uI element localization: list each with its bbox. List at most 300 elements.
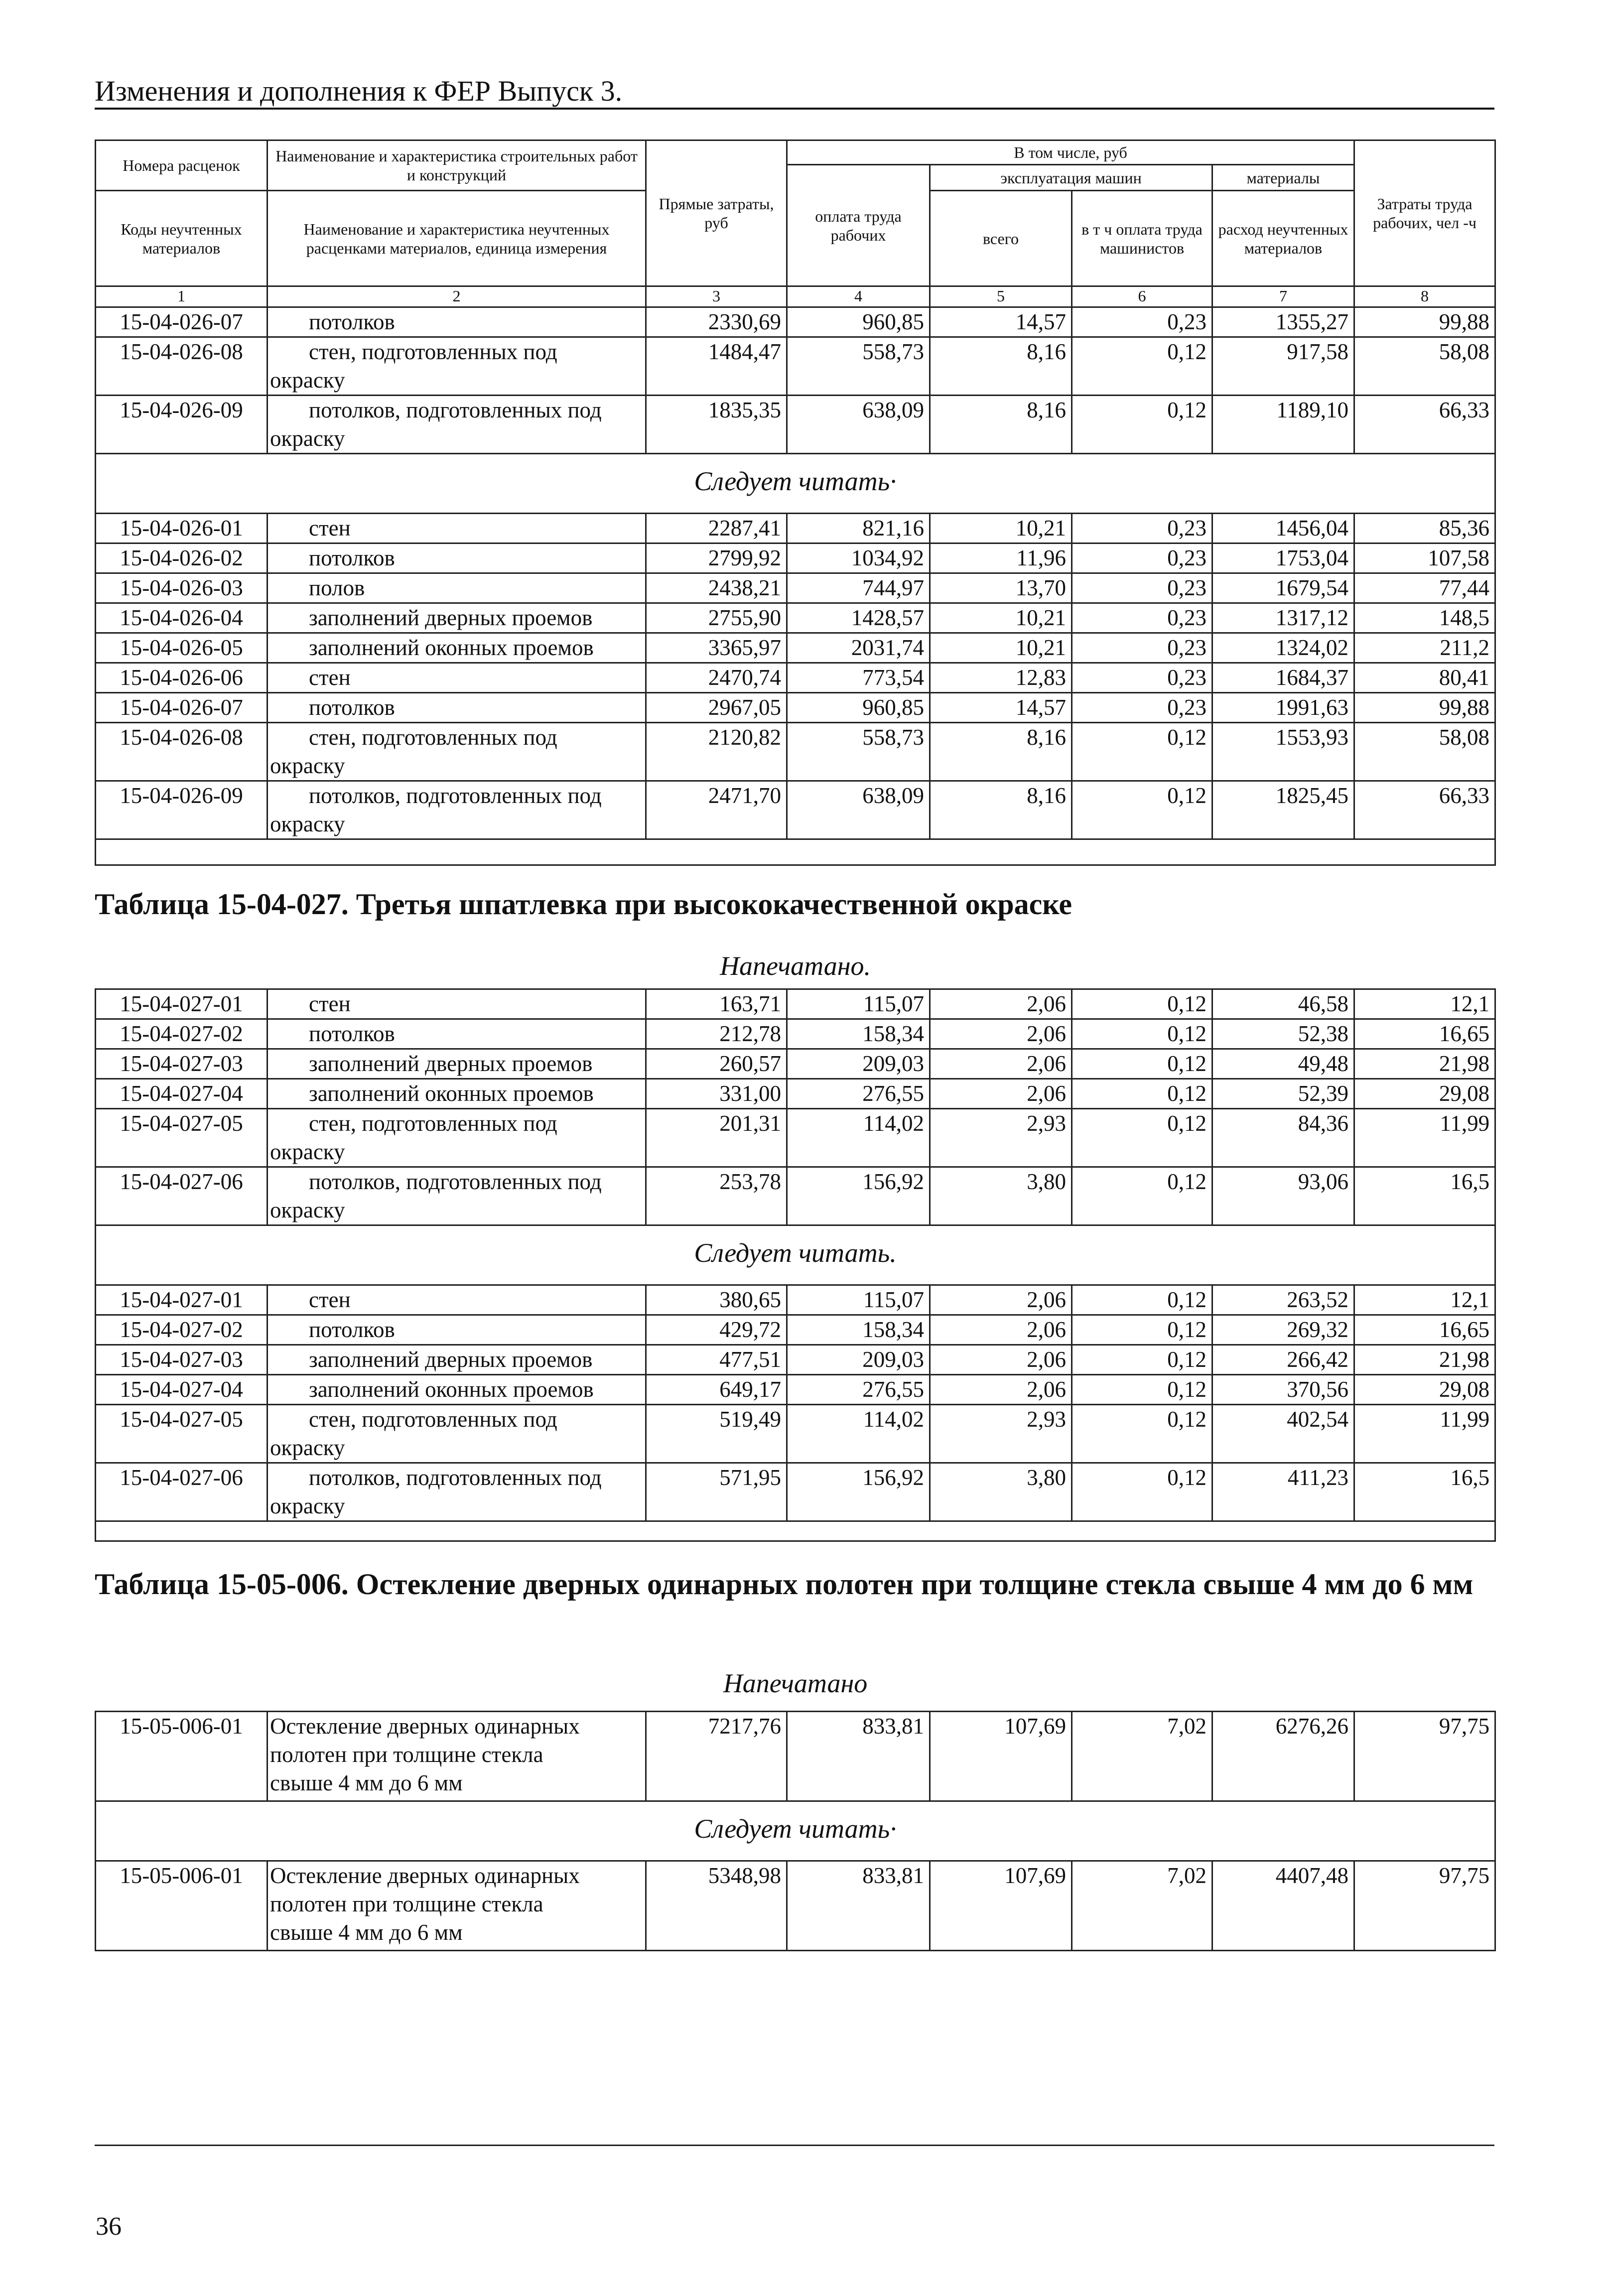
materials: 46,58 bbox=[1212, 989, 1354, 1019]
rate-code: 15-04-026-07 bbox=[96, 307, 268, 337]
rate-code: 15-04-027-05 bbox=[96, 1404, 268, 1463]
table-row bbox=[96, 989, 1495, 1019]
table-15-04-026 bbox=[95, 139, 1496, 866]
direct-cost: 2799,92 bbox=[646, 543, 787, 573]
machines-total: 10,21 bbox=[930, 514, 1072, 543]
work-name-line: стен, подготовленных под bbox=[309, 339, 557, 364]
operator-wages: 0,12 bbox=[1072, 989, 1212, 1019]
rate-code: 15-04-026-06 bbox=[96, 663, 268, 693]
note-printed: Напечатано bbox=[723, 1668, 868, 1698]
column-number: 7 bbox=[1212, 286, 1354, 307]
labor: 66,33 bbox=[1354, 396, 1495, 454]
rate-code: 15-05-006-01 bbox=[96, 1861, 268, 1950]
operator-wages: 0,12 bbox=[1072, 1463, 1212, 1521]
labor: 97,75 bbox=[1354, 1861, 1495, 1950]
header-cell-material-names: Наименование и характеристика неучтенных расценками материалов, единица измерения bbox=[268, 191, 646, 286]
operator-wages: 0,12 bbox=[1072, 1315, 1212, 1345]
header-cell-group: В том числе, руб bbox=[787, 140, 1354, 165]
machines-total: 14,57 bbox=[930, 307, 1072, 337]
direct-cost: 5348,98 bbox=[646, 1861, 787, 1950]
machines-total: 10,21 bbox=[930, 633, 1072, 663]
rate-code: 15-04-026-08 bbox=[96, 337, 268, 396]
materials: 6276,26 bbox=[1212, 1711, 1354, 1801]
work-name-line: потолков bbox=[309, 545, 395, 570]
work-name-line: Остекление дверных одинарных bbox=[270, 1713, 580, 1739]
labor: 97,75 bbox=[1354, 1711, 1495, 1801]
materials: 266,42 bbox=[1212, 1345, 1354, 1374]
work-name-line: заполнений оконных проемов bbox=[309, 635, 594, 660]
work-name bbox=[268, 1049, 646, 1079]
materials: 1679,54 bbox=[1212, 573, 1354, 603]
direct-cost: 380,65 bbox=[646, 1285, 787, 1315]
materials: 1553,93 bbox=[1212, 723, 1354, 781]
machines-total: 8,16 bbox=[930, 723, 1072, 781]
wages: 833,81 bbox=[787, 1711, 930, 1801]
work-name bbox=[268, 989, 646, 1019]
rate-code: 15-04-026-04 bbox=[96, 603, 268, 633]
direct-cost: 2120,82 bbox=[646, 723, 787, 781]
page-number: 36 bbox=[96, 2212, 122, 2241]
table-row bbox=[96, 573, 1495, 603]
labor: 77,44 bbox=[1354, 573, 1495, 603]
table-row bbox=[96, 1049, 1495, 1079]
labor: 16,65 bbox=[1354, 1019, 1495, 1049]
operator-wages: 7,02 bbox=[1072, 1861, 1212, 1950]
work-name-line: потолков, подготовленных под bbox=[309, 1465, 602, 1490]
machines-total: 2,93 bbox=[930, 1108, 1072, 1167]
operator-wages: 7,02 bbox=[1072, 1711, 1212, 1801]
direct-cost: 649,17 bbox=[646, 1374, 787, 1404]
labor: 99,88 bbox=[1354, 693, 1495, 723]
direct-cost: 519,49 bbox=[646, 1404, 787, 1463]
work-name bbox=[268, 337, 646, 396]
operator-wages: 0,12 bbox=[1072, 1285, 1212, 1315]
work-name-line: стен bbox=[309, 665, 351, 690]
wages: 558,73 bbox=[787, 337, 930, 396]
work-name bbox=[268, 1108, 646, 1167]
machines-total: 2,06 bbox=[930, 1079, 1072, 1108]
work-name-line: потолков, подготовленных под bbox=[309, 398, 602, 422]
wages: 833,81 bbox=[787, 1861, 930, 1950]
table-row bbox=[96, 1463, 1495, 1521]
table-row bbox=[96, 1315, 1495, 1345]
machines-total: 2,06 bbox=[930, 989, 1072, 1019]
rate-code: 15-04-026-02 bbox=[96, 543, 268, 573]
work-name bbox=[268, 1711, 646, 1801]
wages: 115,07 bbox=[787, 989, 930, 1019]
labor: 21,98 bbox=[1354, 1345, 1495, 1374]
materials: 93,06 bbox=[1212, 1167, 1354, 1225]
table-row bbox=[96, 781, 1495, 839]
materials: 269,32 bbox=[1212, 1315, 1354, 1345]
table-end-spacer bbox=[96, 839, 1495, 865]
work-name bbox=[268, 1285, 646, 1315]
table-row bbox=[96, 693, 1495, 723]
wages: 773,54 bbox=[787, 663, 930, 693]
table-row bbox=[96, 1345, 1495, 1374]
header-cell-direct: Прямые затраты, руб bbox=[646, 140, 787, 286]
labor: 29,08 bbox=[1354, 1079, 1495, 1108]
rate-code: 15-04-027-01 bbox=[96, 989, 268, 1019]
direct-cost: 1484,47 bbox=[646, 337, 787, 396]
direct-cost: 1835,35 bbox=[646, 396, 787, 454]
rate-code: 15-04-026-07 bbox=[96, 693, 268, 723]
operator-wages: 0,12 bbox=[1072, 1019, 1212, 1049]
header-cell-name: Наименование и характеристика строительных работ и конструкций bbox=[268, 140, 646, 191]
table-row bbox=[96, 603, 1495, 633]
machines-total: 10,21 bbox=[930, 603, 1072, 633]
direct-cost: 212,78 bbox=[646, 1019, 787, 1049]
column-number: 8 bbox=[1354, 286, 1495, 307]
rate-code: 15-04-026-08 bbox=[96, 723, 268, 781]
table-row bbox=[96, 1374, 1495, 1404]
wages: 156,92 bbox=[787, 1463, 930, 1521]
direct-cost: 253,78 bbox=[646, 1167, 787, 1225]
rate-code: 15-04-026-09 bbox=[96, 781, 268, 839]
work-name-line: полотен при толщине стекла bbox=[270, 1891, 543, 1916]
materials: 1317,12 bbox=[1212, 603, 1354, 633]
labor: 58,08 bbox=[1354, 337, 1495, 396]
operator-wages: 0,12 bbox=[1072, 1108, 1212, 1167]
operator-wages: 0,23 bbox=[1072, 307, 1212, 337]
labor: 148,5 bbox=[1354, 603, 1495, 633]
work-name bbox=[268, 1079, 646, 1108]
materials: 370,56 bbox=[1212, 1374, 1354, 1404]
materials: 917,58 bbox=[1212, 337, 1354, 396]
materials: 84,36 bbox=[1212, 1108, 1354, 1167]
work-name-line: свыше 4 мм до 6 мм bbox=[270, 1919, 463, 1945]
materials: 1324,02 bbox=[1212, 633, 1354, 663]
wages: 558,73 bbox=[787, 723, 930, 781]
wages: 744,97 bbox=[787, 573, 930, 603]
note-read-as: Следует читать. bbox=[96, 1225, 1495, 1285]
work-name bbox=[268, 1861, 646, 1950]
rate-code: 15-04-027-03 bbox=[96, 1049, 268, 1079]
direct-cost: 3365,97 bbox=[646, 633, 787, 663]
machines-total: 2,06 bbox=[930, 1345, 1072, 1374]
machines-total: 2,06 bbox=[930, 1019, 1072, 1049]
machines-total: 8,16 bbox=[930, 337, 1072, 396]
direct-cost: 429,72 bbox=[646, 1315, 787, 1345]
work-name bbox=[268, 1345, 646, 1374]
machines-total: 3,80 bbox=[930, 1167, 1072, 1225]
rate-code: 15-04-026-05 bbox=[96, 633, 268, 663]
work-name-line: окраску bbox=[270, 1139, 345, 1164]
operator-wages: 0,12 bbox=[1072, 1345, 1212, 1374]
wages: 1034,92 bbox=[787, 543, 930, 573]
rate-code: 15-04-027-06 bbox=[96, 1463, 268, 1521]
wages: 638,09 bbox=[787, 396, 930, 454]
operator-wages: 0,23 bbox=[1072, 603, 1212, 633]
table-row bbox=[96, 337, 1495, 396]
rate-code: 15-04-027-01 bbox=[96, 1285, 268, 1315]
work-name-line: стен bbox=[309, 1287, 351, 1312]
work-name-line: потолков, подготовленных под bbox=[309, 1169, 602, 1194]
machines-total: 8,16 bbox=[930, 396, 1072, 454]
column-number: 2 bbox=[268, 286, 646, 307]
note-read-as: Следует читать· bbox=[96, 1801, 1495, 1861]
rate-code: 15-05-006-01 bbox=[96, 1711, 268, 1801]
work-name bbox=[268, 396, 646, 454]
table-row bbox=[96, 1167, 1495, 1225]
materials: 411,23 bbox=[1212, 1463, 1354, 1521]
direct-cost: 2470,74 bbox=[646, 663, 787, 693]
table-row bbox=[96, 1861, 1495, 1950]
machines-total: 3,80 bbox=[930, 1463, 1072, 1521]
table-row bbox=[96, 1019, 1495, 1049]
work-name-line: заполнений дверных проемов bbox=[309, 605, 593, 630]
machines-total: 2,06 bbox=[930, 1285, 1072, 1315]
table-row bbox=[96, 1711, 1495, 1801]
table-row bbox=[96, 1108, 1495, 1167]
work-name bbox=[268, 1404, 646, 1463]
header-cell-machines: эксплуатация машин bbox=[930, 165, 1212, 191]
labor: 16,5 bbox=[1354, 1463, 1495, 1521]
table-row bbox=[96, 663, 1495, 693]
machines-total: 11,96 bbox=[930, 543, 1072, 573]
header-cell-operators: в т ч оплата труда машинистов bbox=[1072, 191, 1212, 286]
table-row bbox=[96, 307, 1495, 337]
materials: 52,39 bbox=[1212, 1079, 1354, 1108]
work-name-line: заполнений дверных проемов bbox=[309, 1051, 593, 1076]
work-name bbox=[268, 1374, 646, 1404]
work-name bbox=[268, 663, 646, 693]
header-cell-material-codes: Коды неучтенных материалов bbox=[96, 191, 268, 286]
work-name-line: потолков bbox=[309, 695, 395, 720]
wages: 638,09 bbox=[787, 781, 930, 839]
materials: 52,38 bbox=[1212, 1019, 1354, 1049]
direct-cost: 201,31 bbox=[646, 1108, 787, 1167]
machines-total: 2,06 bbox=[930, 1374, 1072, 1404]
table-end-spacer bbox=[96, 1521, 1495, 1541]
work-name bbox=[268, 723, 646, 781]
operator-wages: 0,12 bbox=[1072, 781, 1212, 839]
operator-wages: 0,12 bbox=[1072, 1374, 1212, 1404]
materials: 4407,48 bbox=[1212, 1861, 1354, 1950]
header-cell-machines-total: всего bbox=[930, 191, 1072, 286]
labor: 29,08 bbox=[1354, 1374, 1495, 1404]
header-cell-codes: Номера расценок bbox=[96, 140, 268, 191]
work-name-line: окраску bbox=[270, 753, 345, 778]
work-name-line: окраску bbox=[270, 368, 345, 393]
machines-total: 14,57 bbox=[930, 693, 1072, 723]
work-name-line: окраску bbox=[270, 1493, 345, 1518]
work-name-line: заполнений оконных проемов bbox=[309, 1376, 594, 1402]
work-name bbox=[268, 1167, 646, 1225]
rate-code: 15-04-026-09 bbox=[96, 396, 268, 454]
operator-wages: 0,12 bbox=[1072, 1049, 1212, 1079]
materials: 402,54 bbox=[1212, 1404, 1354, 1463]
labor: 211,2 bbox=[1354, 633, 1495, 663]
work-name-line: Остекление дверных одинарных bbox=[270, 1863, 580, 1888]
operator-wages: 0,12 bbox=[1072, 396, 1212, 454]
table-row bbox=[96, 543, 1495, 573]
work-name bbox=[268, 514, 646, 543]
wages: 156,92 bbox=[787, 1167, 930, 1225]
direct-cost: 571,95 bbox=[646, 1463, 787, 1521]
rate-code: 15-04-026-03 bbox=[96, 573, 268, 603]
direct-cost: 331,00 bbox=[646, 1079, 787, 1108]
header-cell-labor: Затраты труда рабочих, чел -ч bbox=[1354, 140, 1495, 286]
work-name bbox=[268, 307, 646, 337]
direct-cost: 2287,41 bbox=[646, 514, 787, 543]
work-name-line: окраску bbox=[270, 426, 345, 451]
wages: 276,55 bbox=[787, 1079, 930, 1108]
machines-total: 8,16 bbox=[930, 781, 1072, 839]
operator-wages: 0,23 bbox=[1072, 633, 1212, 663]
machines-total: 13,70 bbox=[930, 573, 1072, 603]
header-number-row bbox=[96, 286, 1495, 307]
direct-cost: 2330,69 bbox=[646, 307, 787, 337]
table-row bbox=[96, 396, 1495, 454]
work-name-line: свыше 4 мм до 6 мм bbox=[270, 1770, 463, 1795]
direct-cost: 163,71 bbox=[646, 989, 787, 1019]
materials: 1355,27 bbox=[1212, 307, 1354, 337]
wages: 114,02 bbox=[787, 1108, 930, 1167]
work-name-line: потолков, подготовленных под bbox=[309, 783, 602, 808]
materials: 1456,04 bbox=[1212, 514, 1354, 543]
note-printed: Напечатано. bbox=[720, 951, 871, 981]
work-name-line: заполнений оконных проемов bbox=[309, 1080, 594, 1106]
operator-wages: 0,23 bbox=[1072, 543, 1212, 573]
operator-wages: 0,12 bbox=[1072, 1079, 1212, 1108]
machines-total: 12,83 bbox=[930, 663, 1072, 693]
header-cell-materials: материалы bbox=[1212, 165, 1354, 191]
operator-wages: 0,23 bbox=[1072, 663, 1212, 693]
labor: 12,1 bbox=[1354, 1285, 1495, 1315]
table-15-05-006 bbox=[95, 1656, 1496, 1951]
work-name-line: стен, подготовленных под bbox=[309, 1110, 557, 1136]
work-name bbox=[268, 1019, 646, 1049]
work-name-line: окраску bbox=[270, 1435, 345, 1460]
materials: 1684,37 bbox=[1212, 663, 1354, 693]
column-number: 3 bbox=[646, 286, 787, 307]
direct-cost: 2438,21 bbox=[646, 573, 787, 603]
footer-divider bbox=[95, 2145, 1494, 2146]
wages: 158,34 bbox=[787, 1019, 930, 1049]
wages: 960,85 bbox=[787, 307, 930, 337]
wages: 158,34 bbox=[787, 1315, 930, 1345]
table-15-05-006-title bbox=[95, 1564, 1504, 1604]
operator-wages: 0,12 bbox=[1072, 337, 1212, 396]
rate-code: 15-04-027-06 bbox=[96, 1167, 268, 1225]
rate-code: 15-04-027-02 bbox=[96, 1315, 268, 1345]
work-name-line: потолков bbox=[309, 1317, 395, 1342]
page-header: Изменения и дополнения к ФЕР Выпуск 3. bbox=[95, 75, 1494, 110]
work-name bbox=[268, 603, 646, 633]
operator-wages: 0,12 bbox=[1072, 1167, 1212, 1225]
labor: 16,5 bbox=[1354, 1167, 1495, 1225]
work-name bbox=[268, 693, 646, 723]
work-name-line: окраску bbox=[270, 811, 345, 836]
materials: 1825,45 bbox=[1212, 781, 1354, 839]
table-15-04-027 bbox=[95, 939, 1496, 1542]
work-name bbox=[268, 633, 646, 663]
direct-cost: 2755,90 bbox=[646, 603, 787, 633]
rate-code: 15-04-027-04 bbox=[96, 1374, 268, 1404]
direct-cost: 477,51 bbox=[646, 1345, 787, 1374]
wages: 960,85 bbox=[787, 693, 930, 723]
rate-code: 15-04-027-02 bbox=[96, 1019, 268, 1049]
rate-code: 15-04-026-01 bbox=[96, 514, 268, 543]
work-name bbox=[268, 781, 646, 839]
operator-wages: 0,23 bbox=[1072, 573, 1212, 603]
work-name-line: полов bbox=[309, 575, 365, 600]
wages: 114,02 bbox=[787, 1404, 930, 1463]
work-name-line: полотен при толщине стекла bbox=[270, 1742, 543, 1767]
work-name bbox=[268, 1315, 646, 1345]
rate-code: 15-04-027-05 bbox=[96, 1108, 268, 1167]
work-name-line: стен, подготовленных под bbox=[309, 725, 557, 750]
machines-total: 107,69 bbox=[930, 1711, 1072, 1801]
labor: 80,41 bbox=[1354, 663, 1495, 693]
table-row bbox=[96, 514, 1495, 543]
labor: 85,36 bbox=[1354, 514, 1495, 543]
column-number: 1 bbox=[96, 286, 268, 307]
direct-cost: 260,57 bbox=[646, 1049, 787, 1079]
work-name-line: заполнений дверных проемов bbox=[309, 1347, 593, 1372]
labor: 12,1 bbox=[1354, 989, 1495, 1019]
operator-wages: 0,23 bbox=[1072, 514, 1212, 543]
machines-total: 2,06 bbox=[930, 1049, 1072, 1079]
labor: 58,08 bbox=[1354, 723, 1495, 781]
wages: 209,03 bbox=[787, 1345, 930, 1374]
operator-wages: 0,23 bbox=[1072, 693, 1212, 723]
labor: 21,98 bbox=[1354, 1049, 1495, 1079]
work-name-line: стен, подготовленных под bbox=[309, 1406, 557, 1432]
labor: 99,88 bbox=[1354, 307, 1495, 337]
rate-code: 15-04-027-03 bbox=[96, 1345, 268, 1374]
direct-cost: 7217,76 bbox=[646, 1711, 787, 1801]
wages: 209,03 bbox=[787, 1049, 930, 1079]
operator-wages: 0,12 bbox=[1072, 1404, 1212, 1463]
machines-total: 2,06 bbox=[930, 1315, 1072, 1345]
table-15-04-027-title: Таблица 15-04-027. Третья шпатлевка при высококачественной окраске bbox=[95, 888, 1072, 921]
wages: 276,55 bbox=[787, 1374, 930, 1404]
materials: 263,52 bbox=[1212, 1285, 1354, 1315]
materials: 1189,10 bbox=[1212, 396, 1354, 454]
note-read-as: Следует читать· bbox=[96, 454, 1495, 514]
labor: 107,58 bbox=[1354, 543, 1495, 573]
wages: 2031,74 bbox=[787, 633, 930, 663]
materials: 49,48 bbox=[1212, 1049, 1354, 1079]
operator-wages: 0,12 bbox=[1072, 723, 1212, 781]
wages: 115,07 bbox=[787, 1285, 930, 1315]
table-15-05-006-title-text: Таблица 15-05-006. Остекление дверных одинарных полотен при толщине стекла свыше 4 мм до 6 мм bbox=[95, 1568, 1474, 1601]
work-name bbox=[268, 573, 646, 603]
table-row bbox=[96, 1404, 1495, 1463]
rate-code: 15-04-027-04 bbox=[96, 1079, 268, 1108]
table-row bbox=[96, 633, 1495, 663]
wages: 1428,57 bbox=[787, 603, 930, 633]
work-name-line: потолков bbox=[309, 1021, 395, 1046]
header-cell-material-use: расход неучтенных материалов bbox=[1212, 191, 1354, 286]
header-cell-wages: оплата труда рабочих bbox=[787, 165, 930, 286]
work-name-line: стен bbox=[309, 516, 351, 540]
machines-total: 107,69 bbox=[930, 1861, 1072, 1950]
direct-cost: 2967,05 bbox=[646, 693, 787, 723]
materials: 1753,04 bbox=[1212, 543, 1354, 573]
table-row bbox=[96, 1079, 1495, 1108]
labor: 16,65 bbox=[1354, 1315, 1495, 1345]
machines-total: 2,93 bbox=[930, 1404, 1072, 1463]
column-number: 6 bbox=[1072, 286, 1212, 307]
direct-cost: 2471,70 bbox=[646, 781, 787, 839]
column-number: 4 bbox=[787, 286, 930, 307]
work-name bbox=[268, 543, 646, 573]
wages: 821,16 bbox=[787, 514, 930, 543]
table-row bbox=[96, 723, 1495, 781]
